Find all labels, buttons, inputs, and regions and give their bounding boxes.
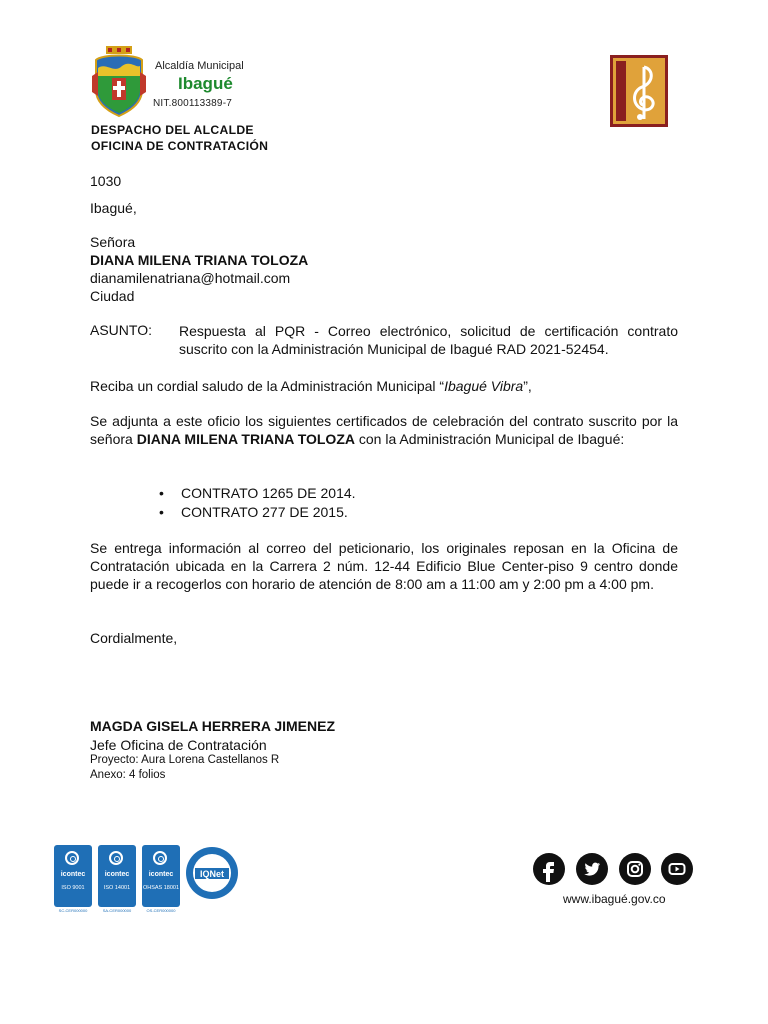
iqnet-certification-seal <box>185 846 239 900</box>
greeting-suffix: ”, <box>523 378 532 394</box>
coat-of-arms-logo <box>92 46 146 118</box>
icontec-icon <box>109 851 123 865</box>
attachment-paragraph-name: DIANA MILENA TRIANA TOLOZA <box>136 431 355 447</box>
badge-standard: ISO 14001 <box>103 885 131 891</box>
salutation: Señora <box>90 234 136 250</box>
annex-line: Anexo: 4 folios <box>90 769 166 781</box>
attachment-paragraph-prefix: Se adjunta a este oficio los siguientes certificados de celebración del contrato suscrito por la señora <box>90 413 678 447</box>
website-link[interactable]: www.ibagué.gov.co <box>563 892 666 906</box>
youtube-icon[interactable] <box>661 853 693 885</box>
project-line: Proyecto: Aura Lorena Castellanos R <box>90 754 280 766</box>
iqnet-label: IQNet <box>199 869 225 879</box>
signer-name: MAGDA GISELA HERRERA JIMENEZ <box>90 718 336 734</box>
delivery-paragraph: Se entrega información al correo del peticionario, los originales reposan en la Oficina de Contratación ubicada en la Carrera 2 núm. 12-44 Edificio Blue Center-piso 9 centro donde puede ir a recogerlos con horario de atención de 8:00 am a 11:00 am y 2:00 pm a 4:00 pm. <box>90 540 678 592</box>
icontec-icon <box>153 851 167 865</box>
list-item: • CONTRATO 277 DE 2015. <box>159 503 356 522</box>
subject-text: Respuesta al PQR - Correo electrónico, solicitud de certificación contrato suscrito con la Administración Municipal de Ibagué RAD 2021-52454. <box>179 323 678 357</box>
icontec-ohsas18001-badge <box>142 845 180 907</box>
recipient-city: Ciudad <box>90 288 135 304</box>
ibague-musical-logo <box>610 55 668 127</box>
badge-standard: ISO 9001 <box>61 885 85 891</box>
badge-standard: OHSAS 18001 <box>142 885 180 891</box>
recipient-name: DIANA MILENA TRIANA TOLOZA <box>90 252 309 268</box>
attachment-paragraph <box>90 412 678 448</box>
facebook-icon[interactable] <box>533 853 565 885</box>
list-item: • CONTRATO 1265 DE 2014. <box>159 484 356 503</box>
department-line-1: DESPACHO DEL ALCALDE <box>91 123 254 137</box>
greeting-prefix: Reciba un cordial saludo de la Administración Municipal “ <box>90 378 445 394</box>
attachment-paragraph-suffix: con la Administración Municipal de Ibagué: <box>354 431 625 447</box>
signer-title: Jefe Oficina de Contratación <box>90 737 267 753</box>
department-line-2: OFICINA DE CONTRATACIÓN <box>91 139 269 153</box>
city-date: Ibagué, <box>90 200 137 216</box>
badge-cert-code: SA-CER000000 <box>102 908 132 913</box>
municipality-nit: NIT.800113389-7 <box>153 98 232 109</box>
badge-brand: icontec <box>104 871 130 878</box>
badge-brand: icontec <box>60 871 86 878</box>
greeting-slogan: Ibagué Vibra <box>444 378 524 394</box>
badge-brand: icontec <box>148 871 174 878</box>
badge-cert-code: SC-CER000000 <box>58 908 88 913</box>
greeting <box>90 377 678 395</box>
recipient-email: dianamilenatriana@hotmail.com <box>90 270 291 286</box>
municipality-name: Ibagué <box>178 74 233 93</box>
icontec-iso9001-badge <box>54 845 92 907</box>
icontec-iso14001-badge <box>98 845 136 907</box>
closing: Cordialmente, <box>90 630 178 646</box>
badge-cert-code: OS-CER000000 <box>146 908 176 913</box>
municipality-label: Alcaldía Municipal <box>155 60 244 72</box>
contract-list <box>159 484 356 522</box>
letter-number: 1030 <box>90 173 122 189</box>
instagram-icon[interactable] <box>619 853 651 885</box>
twitter-icon[interactable] <box>576 853 608 885</box>
subject-label: ASUNTO: <box>90 322 152 338</box>
icontec-icon <box>65 851 79 865</box>
